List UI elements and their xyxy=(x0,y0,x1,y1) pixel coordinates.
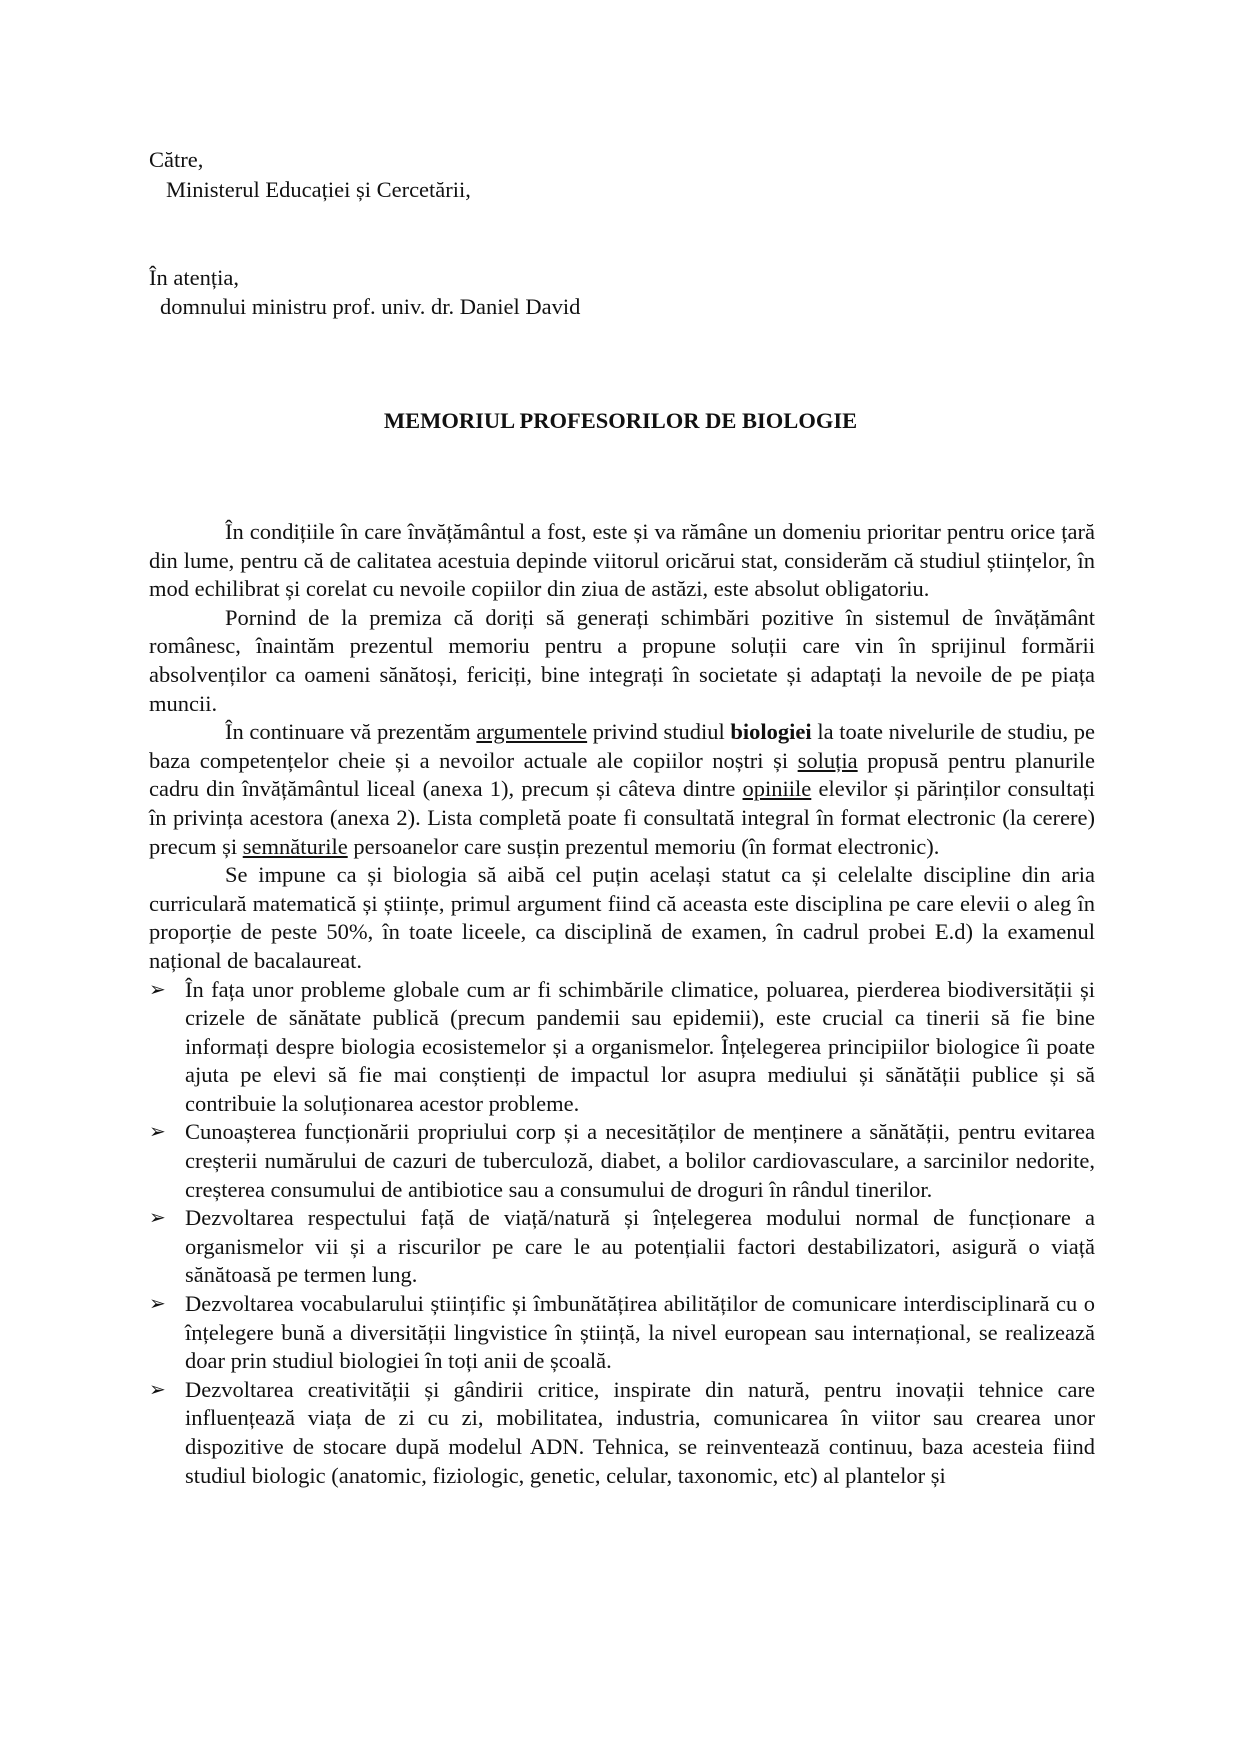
paragraph-4: Se impune ca și biologia să aibă cel puțin același statut ca și celelalte discipline din aria curriculară matematică și științe, primul argument fiind că aceasta este disciplina pe care elevii o aleg în proporție de peste 50%, în toate liceele, ca disciplină de examen, în cadrul probei E.d) la examenul național de bacalaureat. xyxy=(149,862,1095,973)
list-item-text: Dezvoltarea respectului față de viață/natură și înțelegerea modului normal de funcționare a organismelor vii și a riscurilor pe care le au potențialii factori destabilizatori, asigură o viață sănătoasă pe termen lung. xyxy=(185,1205,1095,1288)
arrow-bullet-icon: ➢ xyxy=(149,1121,166,1144)
underlined-solution: soluția xyxy=(797,747,858,773)
document-body xyxy=(149,518,1095,1490)
bold-biology: biologiei xyxy=(730,719,812,745)
list-item xyxy=(149,1290,1095,1376)
list-item xyxy=(149,976,1095,1119)
p3-text-4: propusă pentru planurile cadru din învățământul liceal (anexa 1), precum și câteva dintre xyxy=(149,747,1095,802)
attention-person: domnului ministru prof. univ. dr. Daniel David xyxy=(160,294,581,319)
p3-text-1: În continuare vă prezentăm xyxy=(225,719,477,745)
underlined-arguments: argumentele xyxy=(476,719,588,745)
list-item-text: În fața unor probleme globale cum ar fi schimbările climatice, poluarea, pierderea biodiversității și crizele de sănătate publică (precum pandemii sau epidemii), este crucial ca tinerii să fie bine informați despre biologia ecosistemelor și a organismelor. Înțelegerea principiilor biologice îi poate ajuta pe elevi să fie mai conștienți de impactul lor asupra mediului și sănătății publice și să contribuie la soluționarea acestor probleme. xyxy=(185,976,1095,1116)
arrow-bullet-icon: ➢ xyxy=(149,1293,166,1316)
arrow-bullet-icon: ➢ xyxy=(149,1207,166,1230)
addressee-label: Către, xyxy=(149,147,204,172)
p3-text-3: la toate nivelurile de studiu, pe baza competențelor cheie și a nevoilor actuale ale copiilor noștri și xyxy=(149,719,1095,773)
paragraph-3 xyxy=(149,718,1095,861)
list-item-text: Dezvoltarea vocabularului științific și îmbunătățirea abilităților de comunicare interdisciplinară cu o înțelegere bună a diversității lingvistice în știință, la nivel european sau internațional, se realizează doar prin studiul biologiei în toți anii de școală. xyxy=(185,1291,1095,1374)
attention-label: În atenția, xyxy=(149,265,239,290)
p3-text-5: elevilor și părinților consultați în privința acestora (anexa 2). Lista completă poate fi consultată integral în format electronic (la cerere) precum și xyxy=(149,776,1095,859)
list-item xyxy=(149,1204,1095,1290)
document-title: MEMORIUL PROFESORILOR DE BIOLOGIE xyxy=(383,408,858,433)
addressee-name: Ministerul Educației și Cercetării, xyxy=(166,177,471,202)
underlined-opinions: opiniile xyxy=(742,776,812,802)
p3-text-2: privind studiul xyxy=(587,719,731,745)
argument-list xyxy=(149,976,1095,1491)
underlined-signatures: semnăturile xyxy=(242,833,348,859)
list-item-text: Cunoașterea funcționării propriului corp și a necesităților de menținere a sănătății, pentru evitarea creșterii numărului de cazuri de tuberculoză, diabet, a bolilor cardiovasculare, a sarcinilor nedorite, creșterea consumului de antibiotice sau a consumului de droguri în rândul tinerilor. xyxy=(185,1119,1095,1202)
p3-text-6: persoanelor care susțin prezentul memoriu (în format electronic). xyxy=(347,833,940,859)
list-item-text: Dezvoltarea creativității și gândirii critice, inspirate din natură, pentru inovații tehnice care influențează viața de zi cu zi, mobilitatea, industria, comunicarea în viitor sau crearea unor dispozitive de stocare după modelul ADN. Tehnica, se reinventează continuu, baza acesteia fiind studiul biologic (anatomic, fiziologic, genetic, celular, taxonomic, etc) al plantelor și xyxy=(185,1376,1095,1488)
arrow-bullet-icon: ➢ xyxy=(149,1378,166,1401)
paragraph-2: Pornind de la premiza că doriți să generați schimbări pozitive în sistemul de învățământ românesc, înaintăm prezentul memoriu pentru a propune soluții care vin în sprijinul formării absolvenților ca oameni sănătoși, fericiți, bine integrați în societate și adaptați la nevoile de pe piața muncii. xyxy=(149,604,1095,716)
arrow-bullet-icon: ➢ xyxy=(149,978,166,1001)
list-item xyxy=(149,1118,1095,1204)
paragraph-1: În condițiile în care învățământul a fost, este și va rămâne un domeniu prioritar pentru orice țară din lume, pentru că de calitatea acestuia depinde viitorul oricărui stat, considerăm că studiul științelor, în mod echilibrat și corelat cu nevoile copiilor din ziua de astăzi, este absolut obligatoriu. xyxy=(149,519,1095,602)
list-item xyxy=(149,1376,1095,1490)
